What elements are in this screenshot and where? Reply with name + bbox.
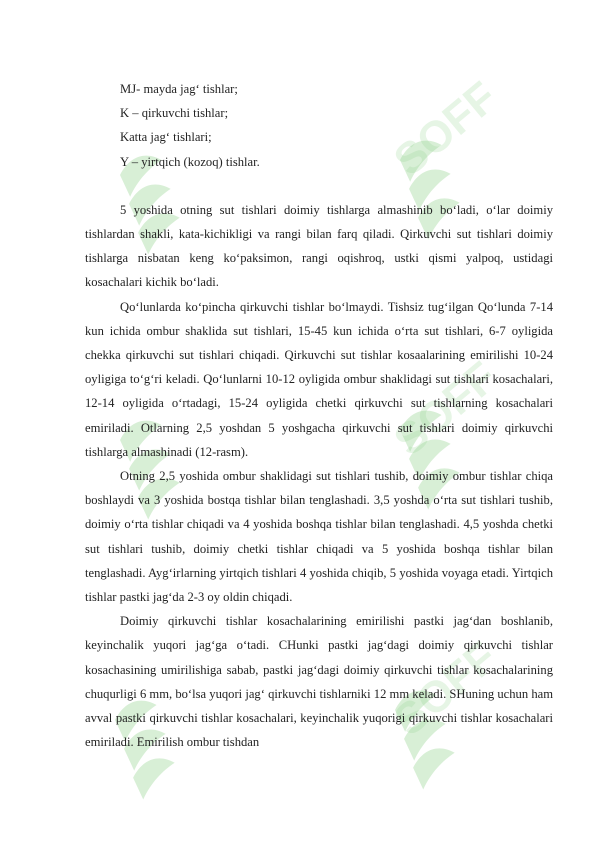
list-item: MJ- mayda jag‘ tishlar; [120, 82, 238, 96]
paragraph: Otning 2,5 yoshida ombur shaklidagi sut tishlari tushib, doimiy ombur tishlar chiqa boshlaydi va 3 yoshida bostqa tishlar bilan tenglashadi. 3,5 yoshda o‘rta sut tishlari tushib, doimiy o‘rta tishlar chiqadi va 4 yoshida boshqa tishlar bilan tenglashadi. 4,5 yoshda chetki sut tishlari tushib, doimiy chetki tishlar chiqadi va 5 yoshida boshqa tishlar bilan tenglashadi. Ayg‘irlarning yirtqich tishlari 4 yoshida chiqib, 5 yoshida voyaga etadi. Yirtqich tishlar pastki jag‘da 2-3 oy oldin chiqadi. [85, 469, 553, 605]
list-item: K – qirkuvchi tishlar; [120, 106, 229, 121]
list-item: Y – yirtqich (kozoq) tishlar. [120, 154, 260, 169]
watermark-text: SOFF [384, 72, 507, 186]
watermark-text: SOFF [384, 352, 507, 466]
document-body [85, 77, 553, 754]
list-item: Katta jag‘ tishlari; [120, 130, 212, 145]
paragraph: Doimiy qirkuvchi tishlar kosachalarining emirilishi pastki jag‘dan boshlanib, keyinchalik yuqori jag‘ga o‘tadi. CHunki pastki jag‘dagi doimiy qirkuvchi tishlar kosachasining umirilishiga sabab, pastki jag‘dagi doimiy qirkuvchi tishlar kosachalarining chuqurligi 6 mm, bo‘lsa yuqori jag‘ qirkuvchi tishlarniki 12 mm keladi. SHuning uchun ham avval pastki qirkuvchi tishlar kosachalari, keyinchalik yuqorigi qirkuvchi tishlar kosachalari emiriladi. Emirilish ombur tishdan [85, 614, 553, 750]
watermark-text: SOFF [384, 632, 507, 746]
paragraph: Qo‘lunlarda ko‘pincha qirkuvchi tishlar bo‘lmaydi. Tishsiz tug‘ilgan Qo‘lunda 7-14 kun ichida ombur shaklida sut tishlari, 15-45 kun ichida o‘rta sut tishlari, 6-7 oyligida chekka qirkuvchi sut tishlari chiqadi. Qirkuvchi sut tishlar kosaalarining emirilishi 10-24 oyligiga to‘g‘ri keladi. Qo‘lunlarni 10-12 oyligida ombur shaklidagi sut tishlari kosachalari, 12-14 oyligida o‘rtadagi, 15-24 oyligida chetki qirkuvchi sut tishlarning kosachalari emiriladi. Otlarning 2,5 yoshdan 5 yoshgacha qirkuvchi sut tishlari doimiy qirkuvchi tishlarga almashinadi (12-rasm). [85, 299, 553, 459]
tooth-legend-list [85, 77, 553, 174]
paragraph: 5 yoshida otning sut tishlari doimiy tishlarga almashinib bo‘ladi, o‘lar doimiy tishlardan shakli, kata-kichikligi va rangi bilan farq qiladi. Qirkuvchi sut tishlari doimiy tishlarga nisbatan keng ko‘paksimon, rangi oqishroq, ustki qismi yalpoq, ustidagi kosachalari kichik bo‘ladi. [85, 202, 553, 290]
blank-line [85, 174, 553, 198]
